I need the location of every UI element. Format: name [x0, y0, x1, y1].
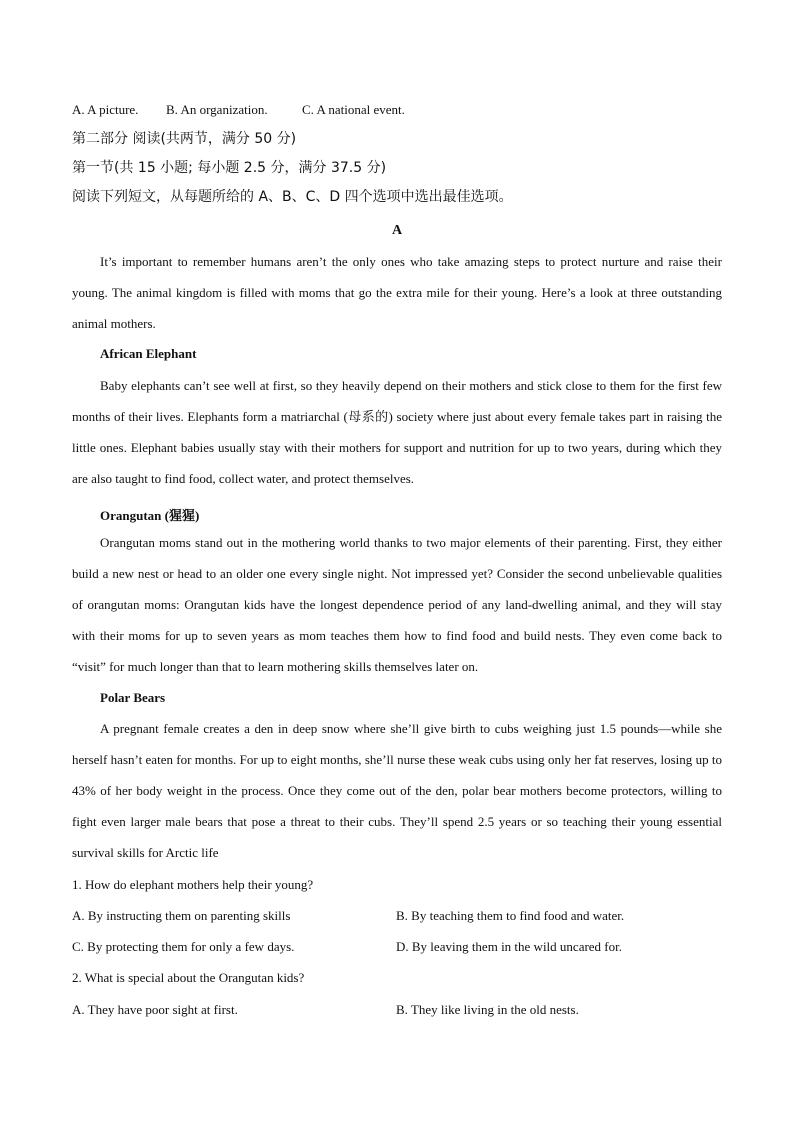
sub-title: 第一节(共 15 小题; 每小题 2.5 分，满分 37.5 分) — [72, 160, 387, 176]
section-heading-elephant: African Elephant — [100, 346, 197, 361]
prev-option-b: B. An organization. — [166, 102, 268, 117]
section-text-orangutan: Orangutan moms stand out in the mothering world thanks to two major elements of their parenting. First, they either build a new nest or head to an older one every single night. Not impressed yet? Consider the second unbelievable qualities of orangutan moms: Orangutan kids have the longest dependence period of any land-dwelling animal, and they will stay with their moms for up to seven years as mom teaches them how to find food and build nests. They even come back to “visit” for much longer than that to learn mothering skills themselves later on. — [72, 535, 722, 674]
section-text-elephant: Baby elephants can’t see well at first, so they heavily depend on their mothers and stick close to them for the first few months of their lives. Elephants form a matriarchal (母系的) society where just about every female takes part in raising the little ones. Elephant babies usually stay with their mothers for support and nutrition for up to two years, during which they are also taught to find food, collect water, and protect themselves. — [72, 378, 722, 486]
passage-label: A — [391, 223, 403, 238]
question-1-stem: 1. How do elephant mothers help their young? — [72, 877, 314, 892]
section-heading-orangutan: Orangutan (猩猩) — [100, 508, 200, 523]
section-heading-polar-bears: Polar Bears — [100, 690, 166, 705]
part-title: 第二部分 阅读(共两节，满分 50 分) — [72, 131, 297, 147]
instruction: 阅读下列短文，从每题所给的 A、B、C、D 四个选项中选出最佳选项。 — [72, 189, 513, 205]
prev-option-a: A. A picture. — [72, 102, 139, 117]
section-text-polar-bears: A pregnant female creates a den in deep snow where she’ll give birth to cubs weighing just 1.5 pounds—while she herself hasn’t eaten for months. For up to eight months, she’ll nurse these weak cubs using only her fat reserves, losing up to 43% of her body weight in the process. Once they come out of the den, polar bear mothers become protectors, willing to fight even larger male bears that pose a threat to their cubs. They’ll spend 2.5 years or so teaching their young essential survival skills for Arctic life — [72, 721, 722, 860]
question-1-option-a[interactable]: A. By instructing them on parenting skills — [72, 908, 291, 923]
question-2-stem: 2. What is special about the Orangutan kids? — [72, 970, 305, 985]
question-1-option-b[interactable]: B. By teaching them to find food and water. — [396, 908, 625, 923]
passage-intro: It’s important to remember humans aren’t the only ones who take amazing steps to protect nurture and raise their young. The animal kingdom is filled with moms that go the extra mile for their young. Here’s a look at three outstanding animal mothers. — [72, 254, 722, 331]
question-2-option-a[interactable]: A. They have poor sight at first. — [72, 1002, 238, 1017]
question-1-option-c[interactable]: C. By protecting them for only a few days. — [72, 939, 295, 954]
question-2-option-b[interactable]: B. They like living in the old nests. — [396, 1002, 579, 1017]
prev-option-c: C. A national event. — [302, 102, 405, 117]
question-1-option-d[interactable]: D. By leaving them in the wild uncared for. — [396, 939, 623, 954]
